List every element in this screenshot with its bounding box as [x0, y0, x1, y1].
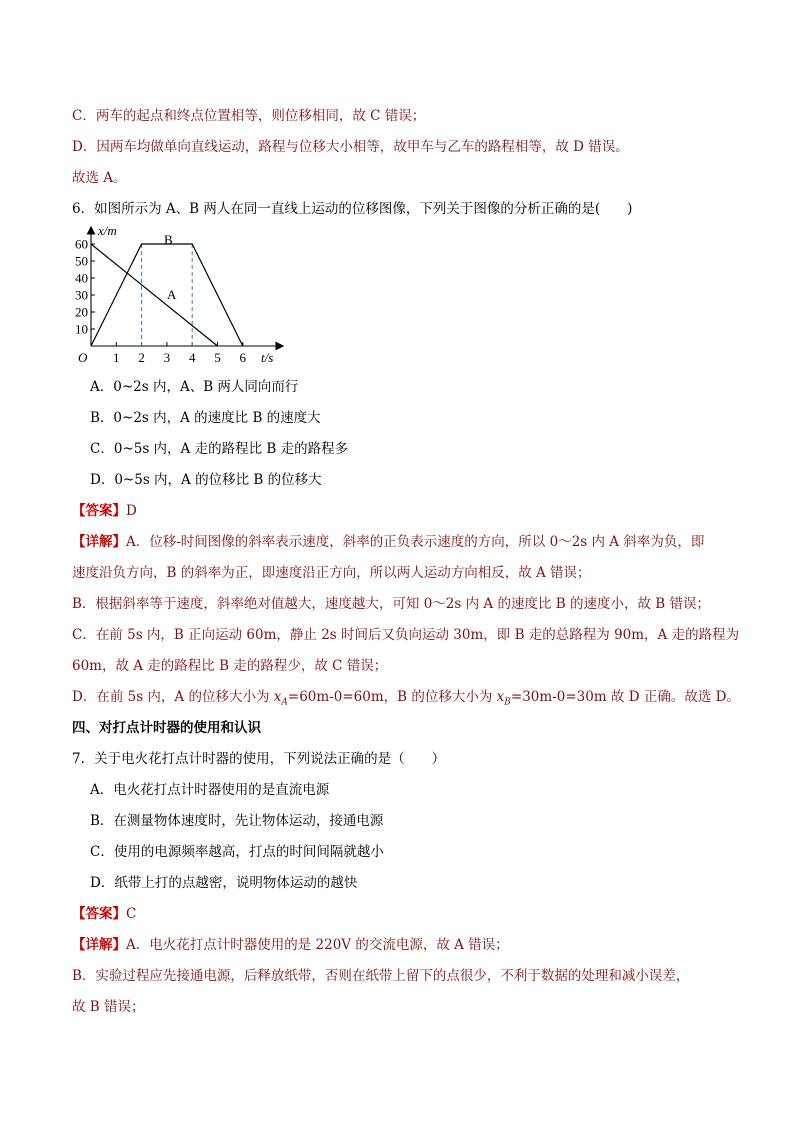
- answer-value: D: [126, 503, 137, 519]
- q6-option-b: B．0~2s 内，A 的速度比 B 的速度大: [90, 410, 321, 426]
- y-axis-label: x/m: [98, 223, 117, 238]
- series-b-label: B: [164, 232, 173, 247]
- detail-d-post: =30m-0=30m 故 D 正确。故选 D。: [510, 689, 740, 705]
- question-6-stem: 6．如图所示为 A、B 两人在同一直线上运动的位移图像，下列关于图像的分析正确的是( ): [72, 201, 633, 217]
- answer-tag: 【答案】: [72, 906, 126, 922]
- q6-detail-d: [72, 685, 740, 708]
- y-tick-label: 40: [75, 270, 88, 286]
- x-tick-label: 6: [239, 350, 247, 365]
- detail-tag: 【详解】: [72, 534, 126, 550]
- position-time-graph: [72, 222, 292, 370]
- q7-answer: [72, 902, 136, 922]
- q6-option-c: C．0~5s 内，A 走的路程比 B 走的路程多: [90, 441, 349, 457]
- y-tick-label: 10: [75, 321, 88, 337]
- q7-detail-b-line1: B．实验过程应先接通电源，后释放纸带，否则在纸带上留下的点很少，不利于数据的处理和减小误差，: [72, 968, 690, 984]
- var-x: x: [496, 689, 505, 705]
- var-x: x: [273, 689, 282, 705]
- series-a-line: [91, 244, 218, 346]
- q7-option-a: A．电火花打点计时器使用的是直流电源: [90, 782, 330, 798]
- question-7-stem: 7．关于电火花打点计时器的使用，下列说法正确的是（ ）: [72, 751, 446, 767]
- y-tick-label: 30: [75, 287, 88, 303]
- x-tick-label: 2: [138, 350, 145, 365]
- q6-detail-b: B．根据斜率等于速度，斜率绝对值越大，速度越大，可知 0～2s 内 A 的速度比 B 的速度小，故 B 错误；: [72, 596, 710, 612]
- origin-label: O: [78, 350, 88, 365]
- q6-detail-a-line1: [72, 530, 704, 550]
- q7-option-d: D．纸带上打的点越密，说明物体运动的越快: [90, 875, 358, 891]
- detail-d-pre: D．在前 5s 内，A 的位移大小为: [72, 689, 274, 705]
- x-axis-label: t/s: [261, 350, 274, 365]
- q6-detail-a-line2: 速度沿负方向，B 的斜率为正，即速度沿正方向，所以两人运动方向相反，故 A 错误；: [72, 565, 591, 581]
- answer-tag: 【答案】: [72, 503, 126, 519]
- var-x-sub: B: [504, 697, 511, 708]
- detail-text: A．位移-时间图像的斜率表示速度，斜率的正负表示速度的方向，所以 0～2s 内 A 斜率为负，即: [126, 534, 705, 550]
- detail-d-mid: =60m-0=60m，B 的位移大小为: [287, 689, 497, 705]
- y-tick-label: 50: [75, 253, 88, 269]
- q6-detail-c-line1: C．在前 5s 内，B 正向运动 60m，静止 2s 时间后又负向运动 30m，即 B 走的总路程为 90m，A 走的路程为: [72, 627, 740, 643]
- detail-tag: 【详解】: [72, 937, 126, 953]
- x-tick-label: 1: [113, 350, 120, 365]
- q6-option-a: A．0~2s 内，A、B 两人同向而行: [90, 379, 299, 395]
- detail-text: A．电火花打点计时器使用的是 220V 的交流电源，故 A 错误；: [126, 937, 509, 953]
- x-tick-label: 3: [163, 350, 171, 365]
- y-tick-label: 60: [75, 236, 88, 252]
- q7-option-c: C．使用的电源频率越高，打点的时间间隔就越小: [90, 844, 384, 860]
- series-a-label: A: [167, 287, 177, 302]
- x-tick-label: 5: [214, 350, 221, 365]
- q7-detail-b-line2: 故 B 错误；: [72, 999, 145, 1015]
- var-x-sub: A: [281, 697, 288, 708]
- q7-detail-a: [72, 933, 509, 953]
- q6-answer: [72, 499, 137, 519]
- y-tick-label: 20: [75, 304, 88, 320]
- x-tick-label: 4: [188, 350, 196, 365]
- explanation-line-c: C．两车的起点和终点位置相等，则位移相同，故 C 错误；: [72, 108, 426, 124]
- section-heading: 四、对打点计时器的使用和认识: [72, 720, 261, 736]
- q7-option-b: B．在测量物体速度时，先让物体运动，接通电源: [90, 813, 384, 829]
- q6-detail-c-line2: 60m，故 A 走的路程比 B 走的路程少，故 C 错误；: [72, 658, 388, 674]
- answer-value: C: [126, 906, 137, 922]
- explanation-conclusion: 故选 A。: [72, 170, 127, 186]
- explanation-line-d: D．因两车均做单向直线运动，路程与位移大小相等，故甲车与乙车的路程相等，故 D 错误。: [72, 139, 629, 155]
- q6-option-d: D．0~5s 内，A 的位移比 B 的位移大: [90, 472, 322, 488]
